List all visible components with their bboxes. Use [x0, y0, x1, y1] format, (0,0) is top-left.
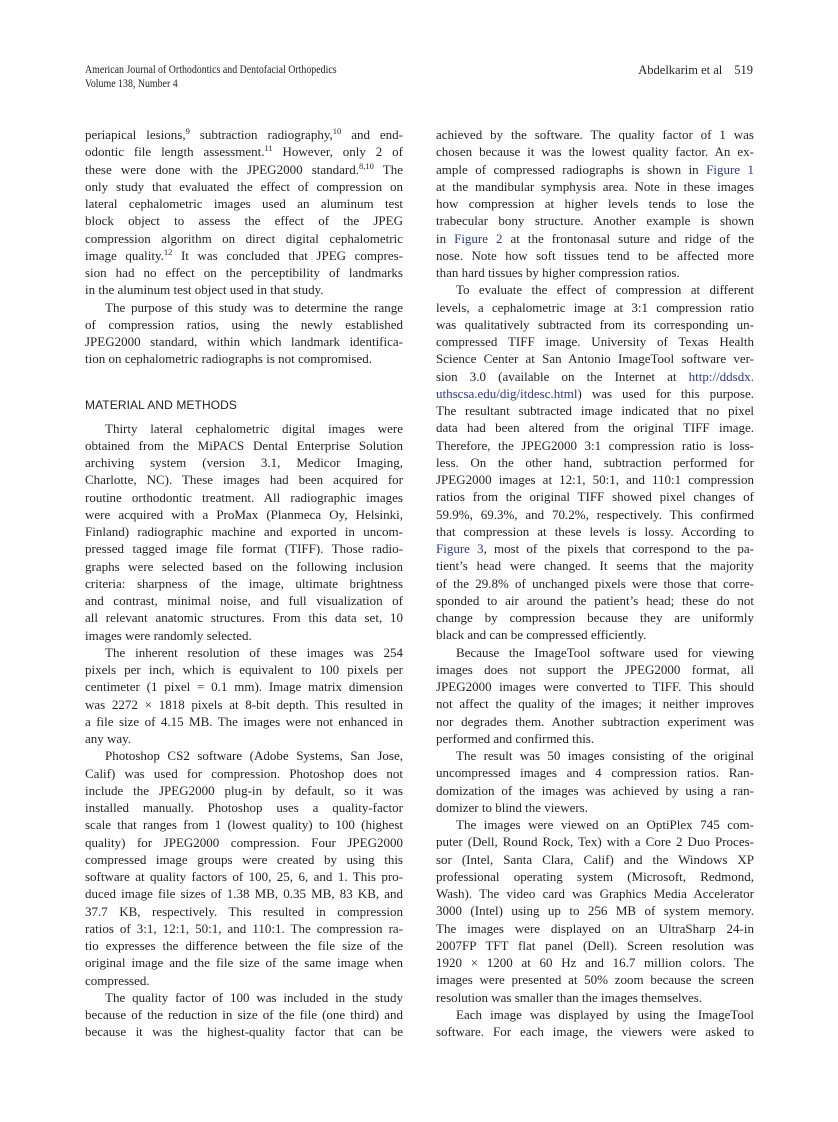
text-line: sion had no effect on the perceptibility of landmarks	[85, 265, 403, 280]
journal-title: American Journal of Orthodontics and Dentofacial Orthopedics	[85, 64, 337, 76]
text-line: original image and the file size of the same image when	[85, 955, 403, 971]
text-line: pixels per inch, which is equivalent to 100 pixels per	[85, 662, 403, 677]
running-header-left	[85, 63, 337, 91]
text-line: tion on cephalometric radiographs is not compromised.	[85, 351, 373, 367]
paragraph	[85, 747, 403, 989]
text-line: data had been altered from the original TIFF image.	[436, 420, 754, 436]
text-line: professional operating system (Microsoft, Redmond,	[436, 868, 754, 884]
figure-link[interactable]: Figure 1	[706, 161, 755, 177]
text-segment: It was concluded that JPEG compres-	[172, 247, 403, 263]
text-line: compressed image groups were created by using this	[85, 851, 403, 867]
text-line: software. For each image, the viewers were asked to	[436, 1024, 754, 1039]
text-line: JPEG2000 images at 12:1, 50:1, and 110:1 compression	[436, 472, 754, 487]
text-segment: ) was used for this purpose.	[577, 385, 754, 401]
text-line: in the aluminum test object used in that study.	[85, 282, 324, 298]
text-line: 3000 (Intel) using up to 256 MB of system memory.	[436, 903, 754, 919]
text-line: The images were viewed on an OptiPlex 745 com-	[456, 817, 754, 832]
text-line: pressed tagged image file format (TIFF). Those radio-	[85, 541, 403, 557]
text-line: quality) for JPEG2000 compression. Four JPEG2000	[85, 834, 403, 850]
text-line: 2007FP TFT flat panel (Dell). Screen resolution was	[436, 937, 754, 953]
text-line: puter (Dell, Round Rock, Tex) with a Core 2 Duo Proces-	[436, 834, 754, 850]
text-line: achieved by the software. The quality factor of 1 was	[436, 127, 754, 142]
text-line: at the mandibular symphysis area. Note in these images	[436, 178, 754, 194]
text-line: To evaluate the effect of compression at different	[456, 282, 754, 298]
page-number: 519	[734, 63, 753, 77]
text-line: Photoshop CS2 software (Adobe Systems, San Jose,	[105, 748, 403, 764]
figure-link[interactable]: Figure 2	[454, 230, 503, 246]
text-line: ratios of 3:1, 12:1, 50:1, and 110:1. The compression ra-	[85, 920, 403, 936]
text-line: images were presented at 50% zoom because the screen	[436, 972, 754, 988]
text-line	[436, 230, 754, 247]
text-line: include the JPEG2000 plug-in by default, so it was	[85, 782, 403, 798]
text-line: Each image was displayed by using the ImageTool	[456, 1006, 754, 1022]
text-line: a file size of 4.15 MB. The images were not enhanced in	[85, 713, 403, 729]
text-line: The images were displayed on an UltraSharp 24-in	[436, 920, 754, 936]
text-line: that compression at these levels is lossy. According to	[436, 523, 754, 539]
text-segment: The	[373, 161, 403, 177]
text-line	[436, 368, 754, 385]
citation-reference[interactable]: 8,10	[359, 160, 374, 171]
text-line: images does not support the JPEG2000 format, all	[436, 661, 754, 677]
section-heading: MATERIAL AND METHODS	[85, 397, 238, 412]
text-line: nor degrades them. Another subtraction experiment was	[436, 713, 754, 729]
text-line	[85, 161, 403, 178]
text-line: Thirty lateral cephalometric digital images were	[105, 420, 403, 436]
text-line: Science Center at San Antonio ImageTool software ver-	[436, 351, 754, 367]
text-line: graphs were selected based on the following inclusion	[85, 558, 403, 574]
text-line	[85, 126, 403, 143]
text-line: routine orthodontic treatment. All radiographic images	[85, 489, 403, 505]
running-header-right	[638, 63, 753, 77]
text-line: centimeter (1 pixel = 0.1 mm). Image matrix dimension	[85, 679, 403, 695]
text-line: The inherent resolution of these images was 254	[105, 644, 403, 660]
text-line: JPEG2000 standard, within which landmark identifica-	[85, 334, 403, 349]
text-segment: ample of compressed radiographs is shown in	[436, 161, 707, 177]
text-line	[85, 143, 403, 160]
paragraph	[85, 989, 403, 1041]
text-line: was qualitatively subtracted from its corresponding un-	[436, 316, 754, 332]
text-line: any way.	[85, 731, 132, 746]
citation-reference[interactable]: 12	[163, 246, 173, 257]
text-segment: in	[436, 230, 455, 246]
text-line: uncompressed images and 4 compression ratios. Ran-	[436, 765, 754, 781]
text-line: only study that evaluated the effect of compression on	[85, 178, 403, 194]
text-line: scale that ranges from 1 (lowest quality) to 100 (highest	[85, 817, 403, 833]
paragraph	[85, 126, 403, 299]
paragraph	[436, 126, 754, 281]
text-line: 59.9%, 69.3%, and 70.2%, respectively. This confirmed	[436, 506, 754, 522]
text-line: 1920 × 1200 at 60 Hz and 16.7 million colors. The	[436, 955, 754, 970]
text-line	[436, 385, 754, 402]
text-line: sor (Intel, Santa Clara, Calif) and the Windows XP	[436, 851, 754, 867]
paragraph	[436, 747, 754, 816]
text-segment: However, only 2 of	[272, 144, 403, 160]
text-line: Because the ImageTool software used for viewing	[456, 644, 754, 660]
text-line: and contrast, minimal noise, and full visualization of	[85, 593, 403, 608]
paragraph	[85, 420, 403, 644]
text-line: 37.7 KB, respectively. This resulted in compression	[85, 903, 403, 919]
paragraph	[436, 281, 754, 643]
text-line: Charlotte, NC). These images had been acquired for	[85, 472, 403, 488]
url-link[interactable]: uthscsa.edu/dig/itdesc.html	[436, 385, 578, 401]
text-segment: image quality.	[85, 247, 164, 263]
text-segment: these were done with the JPEG2000 standard.	[85, 161, 359, 177]
text-segment: at the frontonasal suture and ridge of the	[502, 230, 754, 246]
text-line: software at quality factors of 100, 25, 6, and 1. This pro-	[85, 869, 403, 884]
url-link[interactable]: http://ddsdx.	[688, 368, 754, 384]
text-line: JPEG2000 images were converted to TIFF. This should	[436, 679, 754, 694]
text-line: archiving system (version 3.1, Medicor Imaging,	[85, 455, 403, 470]
text-line: domizer to blind the viewers.	[436, 799, 588, 815]
left-column	[85, 126, 403, 1041]
text-line: compression algorithm on direct digital cephalometric	[85, 230, 403, 246]
text-segment: odontic file length assessment.	[85, 144, 265, 160]
citation-reference[interactable]: 11	[264, 143, 273, 154]
text-line: because of the reduction in size of the file (one third) and	[85, 1007, 403, 1022]
text-line: compressed TIFF image. University of Texas Health	[436, 334, 754, 349]
text-line: The result was 50 images consisting of the original	[456, 748, 754, 763]
text-line	[436, 540, 754, 557]
citation-reference[interactable]: 9	[185, 126, 190, 136]
text-line: lateral cephalometric images used an aluminum test	[85, 196, 403, 211]
author-names: Abdelkarim et al	[638, 63, 723, 77]
citation-reference[interactable]: 10	[332, 126, 342, 136]
paragraph	[85, 299, 403, 368]
text-line: The resultant subtracted image indicated that no pixel	[436, 403, 754, 418]
text-segment: subtraction radiography,	[189, 127, 333, 142]
text-line: of compression ratios, using the newly established	[85, 316, 403, 332]
text-line: sponded to air around the patient’s head; these do not	[436, 592, 754, 608]
text-segment: and end-	[341, 127, 404, 142]
right-column	[436, 126, 754, 1040]
text-line: than hard tissues by higher compression ratios.	[436, 265, 680, 280]
text-line: performed and confirmed this.	[436, 730, 595, 746]
text-line: images were randomly selected.	[85, 627, 252, 643]
text-line: block object to assess the effect of the JPEG	[85, 213, 403, 229]
text-line: compressed.	[85, 972, 150, 988]
text-line: because it was the highest-quality factor that can be	[85, 1024, 403, 1040]
text-line: of the 29.8% of unchanged pixels were those that corre-	[436, 575, 754, 591]
text-segment: sion 3.0 (available on the Internet at	[436, 368, 689, 384]
text-line: The purpose of this study was to determine the range	[105, 299, 403, 315]
text-line: tient’s head were changed. It seems that the majority	[436, 558, 754, 574]
text-line: levels, a cephalometric image at 3:1 compression ratio	[436, 299, 754, 315]
text-line: Finland) radiographic machine and exported in uncom-	[85, 524, 403, 539]
text-line: tio expresses the difference between the file size of the	[85, 938, 403, 953]
text-line: duced image file sizes of 1.38 MB, 0.35 MB, 83 KB, and	[85, 886, 403, 902]
paragraph	[436, 644, 754, 748]
text-line: less. On the other hand, subtraction performed for	[436, 454, 754, 470]
text-segment: periapical lesions,	[85, 127, 186, 142]
text-line	[85, 247, 403, 264]
paragraph	[436, 816, 754, 1006]
text-line: not affect the quality of the images; it neither improves	[436, 696, 754, 712]
text-line: nose. Note how soft tissues tend to be affected more	[436, 247, 754, 263]
text-line: Wash). The video card was Graphics Media Accelerator	[436, 886, 754, 901]
text-line: were acquired with a ProMax (Planmeca Oy, Helsinki,	[85, 506, 403, 522]
paragraph	[85, 644, 403, 748]
text-line: installed manually. Photoshop uses a quality-factor	[85, 800, 403, 815]
text-line: all relevant anatomic structures. From this data set, 10	[85, 610, 403, 626]
text-line: ratios from the original TIFF showed pixel changes of	[436, 489, 754, 505]
text-line	[436, 161, 754, 178]
figure-link[interactable]: Figure 3	[436, 541, 484, 556]
text-line: how compression at higher levels tends to lose the	[436, 196, 754, 211]
text-line: change by compression because they are uniformly	[436, 610, 754, 625]
text-line: was 2272 × 1818 pixels at 8-bit depth. This resulted in	[85, 696, 403, 712]
text-line: trabecular bony structure. Another example is shown	[436, 213, 754, 229]
text-line: chosen because it was the lowest quality factor. An ex-	[436, 144, 754, 160]
text-line: black and can be compressed efficiently.	[436, 627, 647, 643]
text-line: The quality factor of 100 was included in the study	[105, 989, 403, 1005]
text-line: Therefore, the JPEG2000 3:1 compression ratio is loss-	[436, 437, 754, 453]
text-line: Calif) was used for compression. Photoshop does not	[85, 765, 403, 781]
text-line: domization of the images was achieved by using a ran-	[436, 782, 754, 798]
journal-volume: Volume 138, Number 4	[85, 78, 178, 90]
text-line: criteria: sharpness of the image, ultimate brightness	[85, 575, 403, 591]
text-segment: , most of the pixels that correspond to the pa-	[483, 541, 754, 556]
text-line: resolution was smaller than the images themselves.	[436, 989, 703, 1005]
text-line: obtained from the MiPACS Dental Enterprise Solution	[85, 437, 403, 453]
paragraph	[436, 1006, 754, 1041]
